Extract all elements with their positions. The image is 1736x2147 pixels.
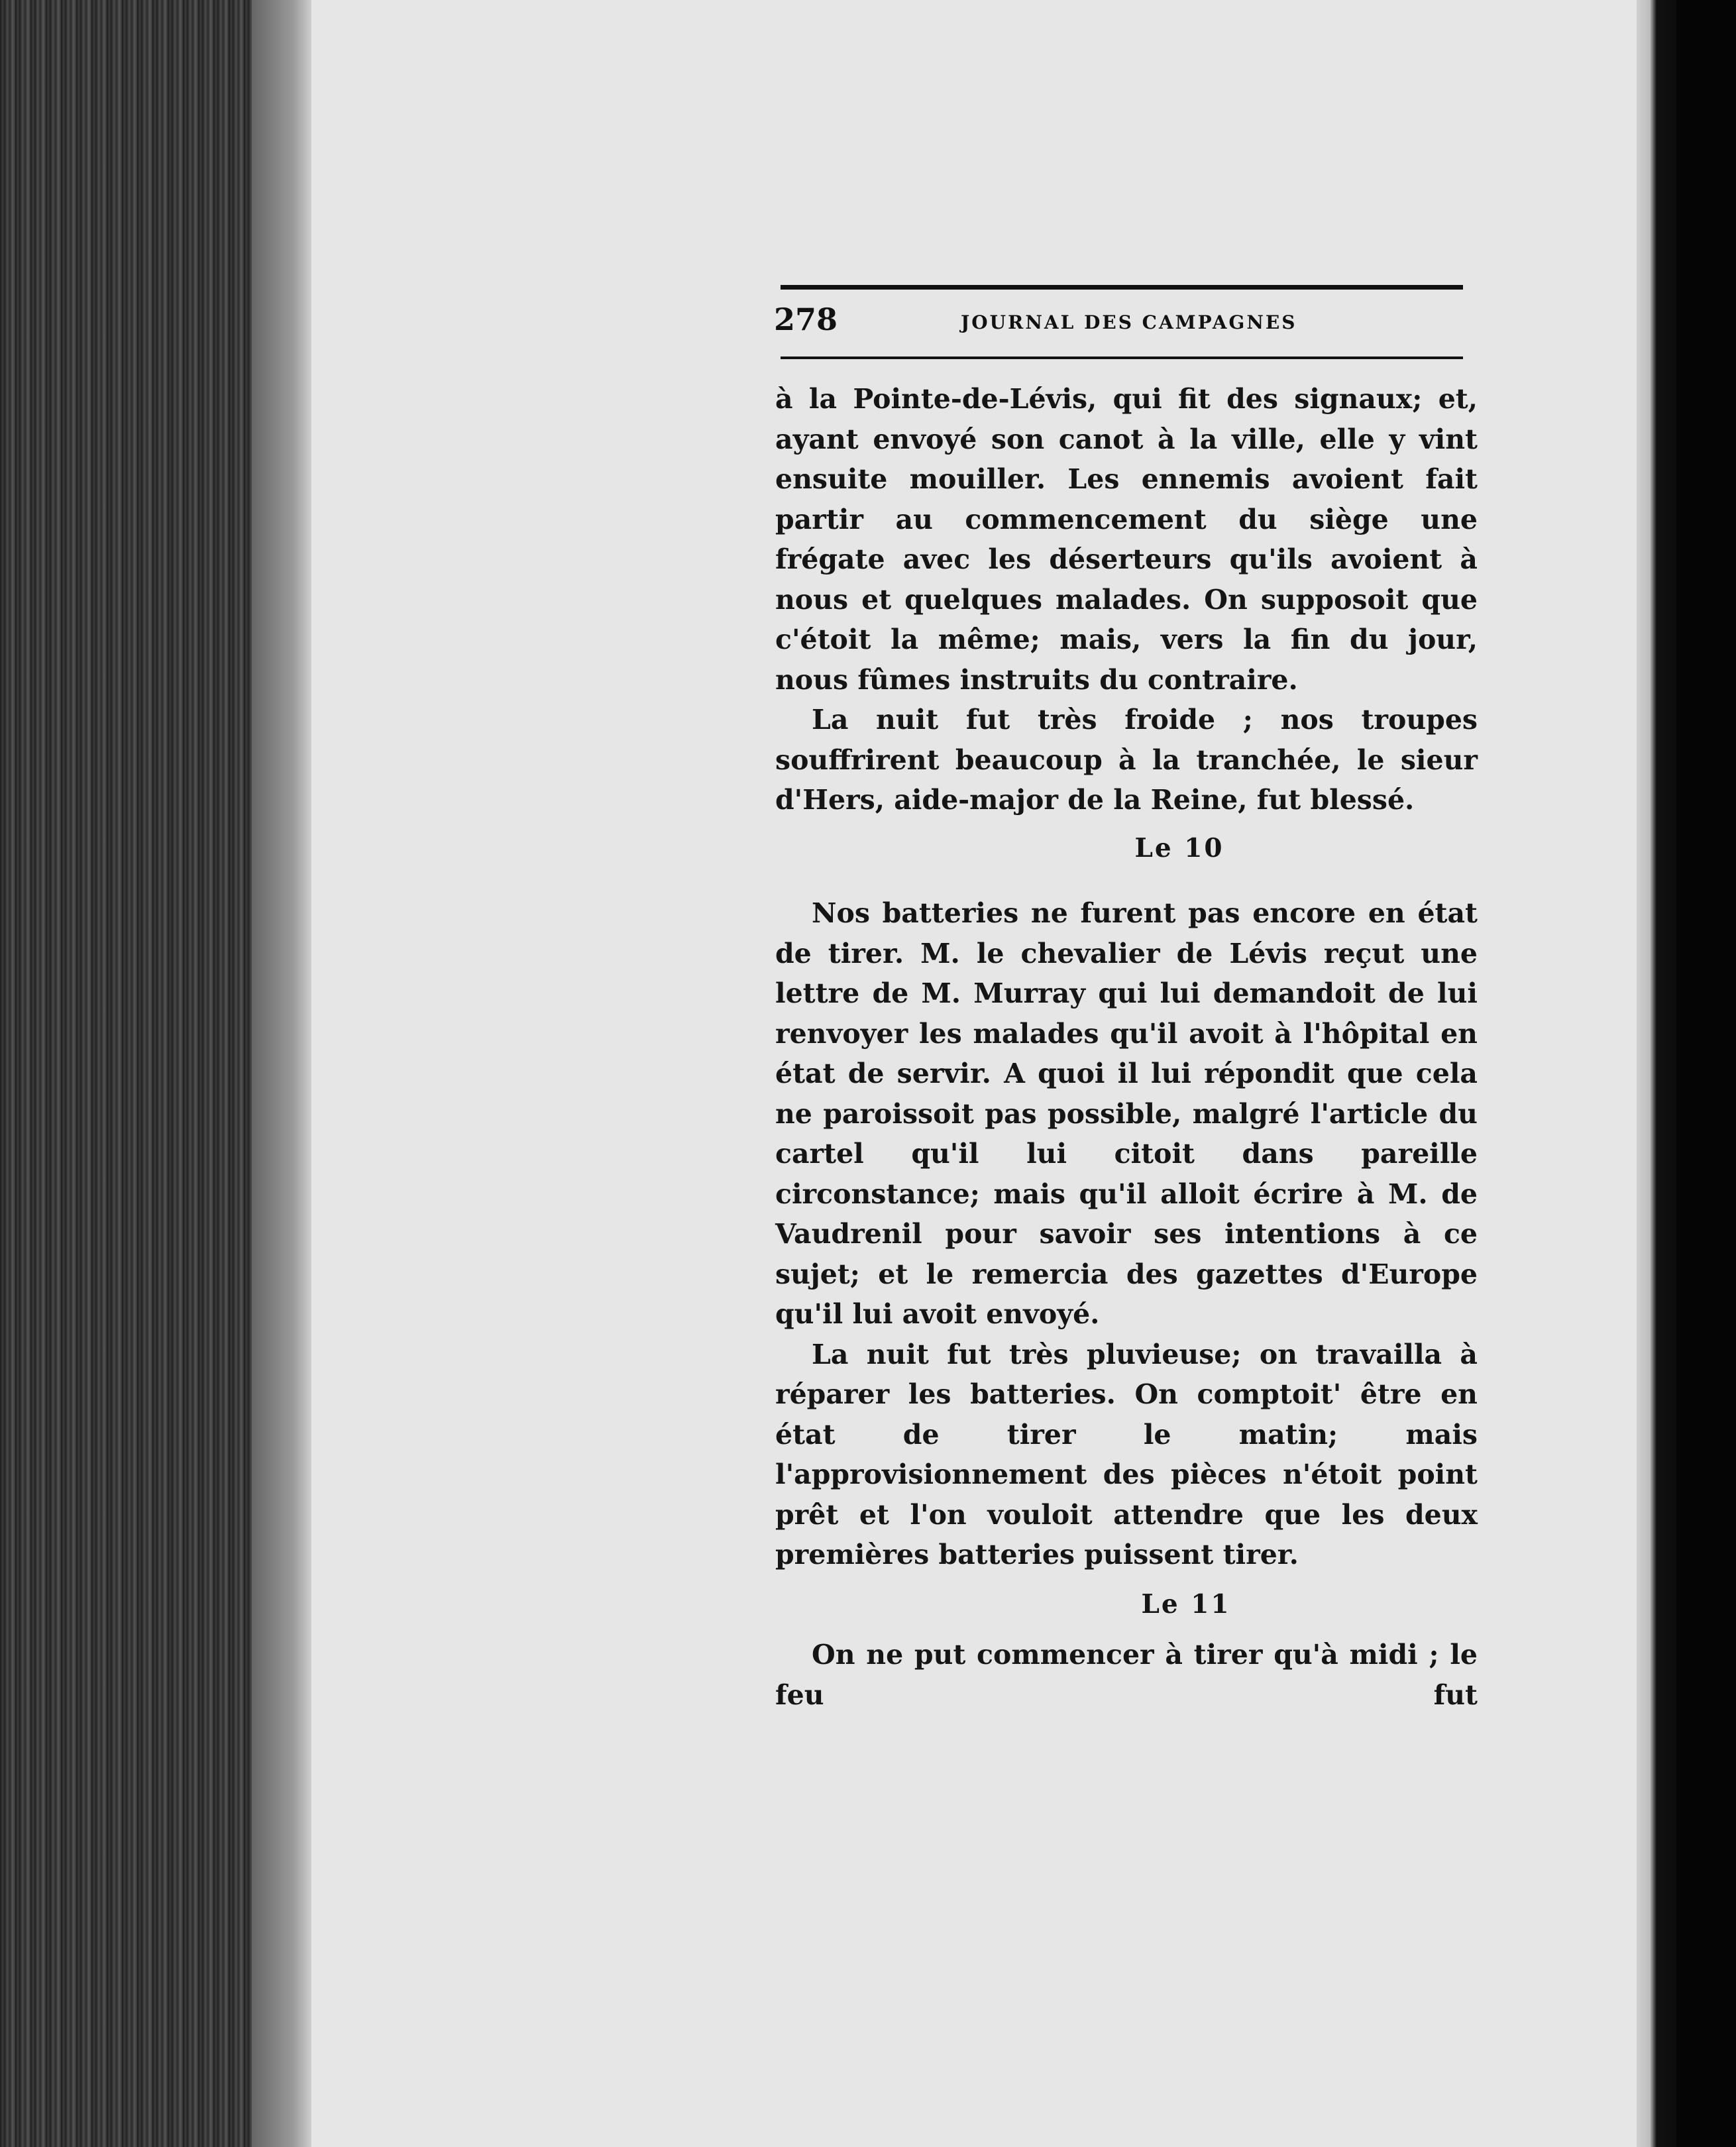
- date-heading: Le 10: [1134, 832, 1224, 863]
- page-number: 278: [774, 302, 838, 337]
- book-page-edges: [0, 0, 311, 2147]
- dark-margin: [1676, 0, 1736, 2147]
- running-head: JOURNAL DES CAMPAGNES: [961, 311, 1297, 333]
- paragraph: à la Pointe-de-Lévis, qui fit des signaux; et, ayant envoyé son canot à la ville, elle y vint ensuite mouiller. Les ennemis avoient fait partir au commencement du siège une frégate avec les déserteurs qu'ils avoient à nous et quelques malades. On supposoit que c'étoit la même; mais, vers la fin du jour, nous fûmes instruits du contraire.: [775, 383, 1478, 696]
- date-heading: Le 11: [1141, 1588, 1231, 1620]
- paragraph: La nuit fut très pluvieuse; on travailla à réparer les batteries. On comptoit' être en état de tirer le matin; mais l'approvisionnement des pièces n'étoit point prêt et l'on vouloit attendre que les deux premières batteries puissent tirer.: [775, 1338, 1478, 1570]
- header-top-rule: [781, 285, 1463, 290]
- paragraph: Nos batteries ne furent pas encore en état de tirer. M. le chevalier de Lévis reçut une lettre de M. Murray qui lui demandoit de lui renvoyer les malades qu'il avoit à l'hôpital en état de servir. A quoi il lui répondit que cela ne paroissoit pas possible, malgré l'article du cartel qu'il lui citoit dans pareille circonstance; mais qu'il alloit écrire à M. de Vaudrenil pour savoir ses intentions à ce sujet; et le remercia des gazettes d'Europe qu'il lui avoit envoyé.: [775, 897, 1478, 1330]
- header-bottom-rule: [781, 357, 1463, 359]
- paragraph: On ne put commencer à tirer qu'à midi ; le feu fut: [775, 1639, 1478, 1711]
- paragraph: La nuit fut très froide ; nos troupes souffrirent beaucoup à la tranchée, le sieur d'Hers, aide-major de la Reine, fut blessé.: [775, 704, 1478, 816]
- body-text: [775, 379, 1478, 1715]
